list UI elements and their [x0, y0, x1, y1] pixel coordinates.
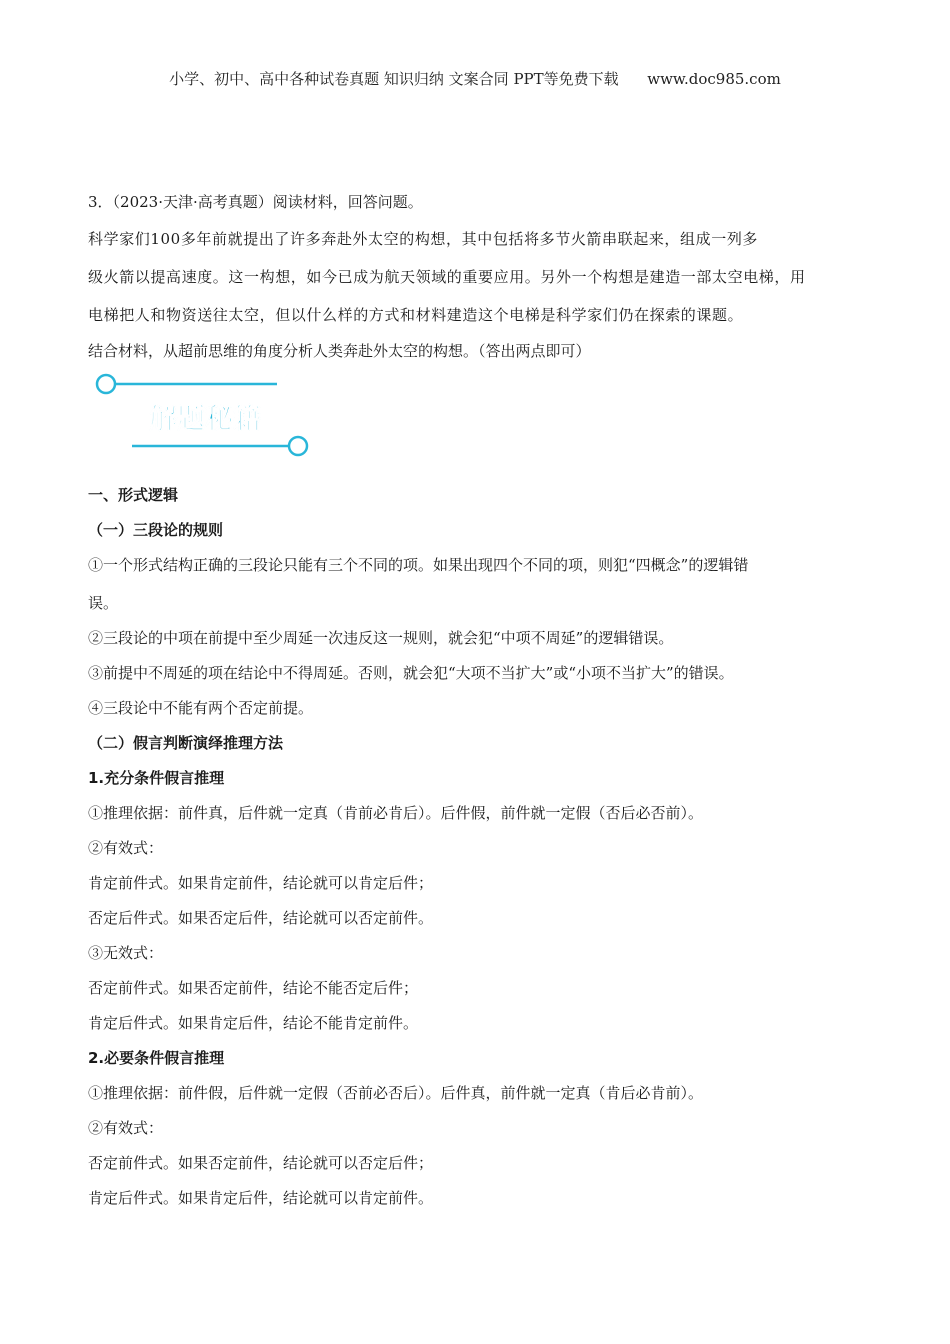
subsection-syllogism-rules: （一）三段论的规则 [88, 521, 224, 539]
sufficient-invalid-b: 肯定后件式。如果肯定后件，结论不能肯定前件。 [88, 1014, 419, 1032]
question-prompt: 结合材料，从超前思维的角度分析人类奔赴外太空的构想。（答出两点即可） [88, 342, 591, 360]
necessary-valid-label: ②有效式： [88, 1119, 164, 1137]
question-number: 3．（2023·天津·高考真题）阅读材料，回答问题。 [88, 193, 423, 211]
sufficient-invalid-a: 否定前件式。如果否定前件，结论不能否定后件； [88, 979, 419, 997]
material-line-3: 电梯把人和物资送往太空，但以什么样的方式和材料建造这个电梯是科学家们仍在探索的课题。 [88, 306, 744, 324]
sufficient-basis: ①推理依据：前件真，后件就一定真（肯前必肯后）。后件假，前件就一定假（否后必否前）。 [88, 804, 704, 822]
rule-2: ②三段论的中项在前提中至少周延一次违反这一规则，就会犯“中项不周延”的逻辑错误。 [88, 629, 674, 647]
sufficient-valid-label: ②有效式： [88, 839, 164, 857]
sufficient-condition-title: 1.充分条件假言推理 [88, 769, 225, 787]
sufficient-invalid-label: ③无效式： [88, 944, 164, 962]
necessary-valid-b: 肯定后件式。如果肯定后件，结论就可以肯定前件。 [88, 1189, 434, 1207]
banner-circle-right [289, 437, 307, 455]
necessary-condition-title: 2.必要条件假言推理 [88, 1049, 225, 1067]
necessary-valid-a: 否定前件式。如果否定前件，结论就可以否定后件； [88, 1154, 434, 1172]
material-line-2: 级火箭以提高速度。这一构想，如今已成为航天领域的重要应用。另外一个构想是建造一部太空电梯，用 [88, 268, 806, 286]
banner-circle-left [97, 375, 115, 393]
rule-1-line-1: ①一个形式结构正确的三段论只能有三个不同的项。如果出现四个不同的项，则犯“四概念”的逻辑错 [88, 556, 749, 574]
rule-3: ③前提中不周延的项在结论中不得周延。否则，就会犯“大项不当扩大”或“小项不当扩大”的错误。 [88, 664, 734, 682]
subsection-hypothetical-reasoning: （二）假言判断演绎推理方法 [88, 734, 284, 752]
sufficient-valid-b: 否定后件式。如果否定后件，结论就可以否定前件。 [88, 909, 434, 927]
section-heading-formal-logic: 一、形式逻辑 [88, 486, 179, 504]
material-line-1: 科学家们100多年前就提出了许多奔赴外太空的构想，其中包括将多节火箭串联起来，组成一列多 [88, 230, 759, 248]
banner-title: 解题秘籍 [148, 402, 262, 435]
sufficient-valid-a: 肯定前件式。如果肯定前件，结论就可以肯定后件； [88, 874, 434, 892]
rule-4: ④三段论中不能有两个否定前提。 [88, 699, 314, 717]
necessary-basis: ①推理依据：前件假，后件就一定假（否前必否后）。后件真，前件就一定真（肯后必肯前）。 [88, 1084, 704, 1102]
solution-banner [92, 370, 317, 465]
rule-1-line-2: 误。 [88, 594, 119, 612]
page-header: 小学、初中、高中各种试卷真题 知识归纳 文案合同 PPT等免费下载 www.doc985.com [169, 70, 781, 88]
